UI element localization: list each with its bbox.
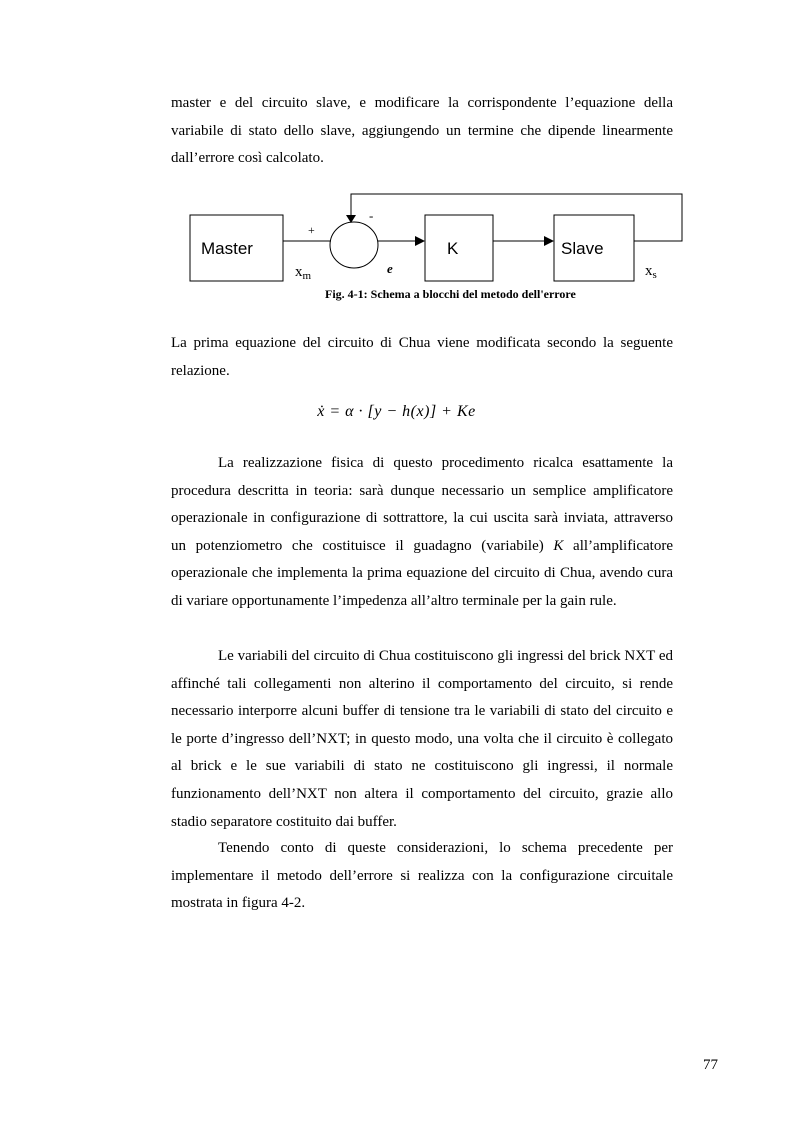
paragraph-conclusion: Tenendo conto di queste considerazioni, lo schema precedente per implementare il metodo dell’errore si realizza con la configurazione circuitale mostrata in figura 4-2. (171, 840, 673, 912)
paragraph-intro: master e del circuito slave, e modificare la corrispondente l’equazione della variabile di stato dello slave, aggiungendo un termine che dipende linearmente dall’errore così calcolato. (171, 95, 673, 167)
xm-label: $x_m$ (295, 264, 312, 282)
equation-rhs: = α · [y − h(x)] + Ke (324, 403, 476, 420)
page-number: 77 (703, 1057, 718, 1073)
paragraph-equation-intro: La prima equazione del circuito di Chua viene modificata secondo la seguente relazione. (171, 335, 673, 379)
k-label: K (447, 239, 459, 258)
block-diagram (0, 0, 793, 320)
equation-lhs: ẋ (317, 403, 325, 420)
equation (0, 403, 793, 421)
minus-sign: - (369, 208, 374, 223)
error-label: e (387, 261, 393, 276)
slave-label: Slave (561, 239, 604, 258)
summing-junction (330, 222, 378, 268)
xs-label: $x_s$ (645, 263, 657, 281)
plus-sign: + (308, 223, 315, 237)
paragraph-realization: La realizzazione fisica di questo procedimento ricalca esattamente la procedura descritta in teoria: sarà dunque necessario un semplice amplificatore operazionale in configurazione di sottrattore, la cui uscita sarà inviata, attraverso un potenziometro che costituisce il guadagno (variabile) K all’amplificatore operazionale che implementa la prima equazione del circuito di Chua, avendo cura di variare opportunamente l’impedenza all’altro terminale per la gain rule. (171, 455, 673, 609)
master-label: Master (201, 239, 253, 258)
paragraph-buffers: Le variabili del circuito di Chua costituiscono gli ingressi del brick NXT ed affinché tali collegamenti non alterino il comportamento del circuito, si rende necessario interporre alcuni buffer di tensione tra le variabili di stato del circuito e le porte d’ingresso dell’NXT; in questo modo, una volta che il circuito è collegato al brick e le sue variabili di stato ne costituiscono gli ingressi, il normale funzionamento dell’NXT non altera il comportamento del circuito, grazie allo stadio separatore costituito dai buffer. (171, 648, 673, 830)
figure-caption: Fig. 4-1: Schema a blocchi del metodo dell'errore (325, 287, 576, 301)
k-block (425, 215, 493, 281)
feedback-path (351, 194, 682, 241)
